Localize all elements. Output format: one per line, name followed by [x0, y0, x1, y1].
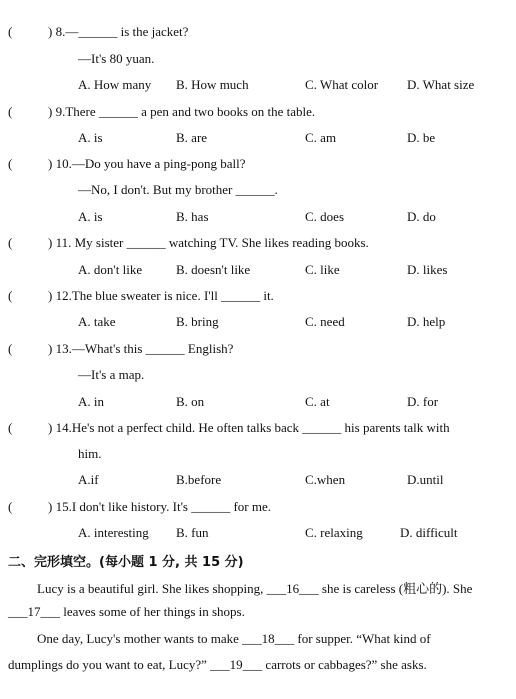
section-heading: 二、完形填空。(每小题 1 分, 共 15 分)	[8, 555, 244, 570]
option-c: C. need	[305, 314, 345, 329]
option-d: D. difficult	[400, 525, 458, 540]
option-b: B. How much	[176, 77, 249, 92]
option-c: C. am	[305, 130, 337, 145]
question-continuation: —It's 80 yuan.	[78, 51, 155, 66]
answer-paren: (	[8, 235, 13, 250]
question-stem: ) 13.—What's this ______ English?	[48, 341, 234, 356]
option-c: C. What color	[305, 77, 379, 92]
option-a: A. is	[78, 130, 103, 145]
option-c: C. does	[305, 209, 344, 224]
answer-paren: (	[8, 156, 13, 171]
option-a: A.if	[78, 472, 99, 487]
question-continuation: —It's a map.	[78, 367, 145, 382]
passage-line-3: One day, Lucy's mother wants to make ___18___ for supper. “What kind of	[37, 631, 431, 646]
answer-paren: (	[8, 341, 13, 356]
answer-paren: (	[8, 24, 13, 39]
option-b: B. has	[176, 209, 209, 224]
passage-line-4: dumplings do you want to eat, Lucy?” ___19___ carrots or cabbages?” she asks.	[8, 657, 427, 672]
option-d: D. likes	[407, 262, 448, 277]
question-stem: ) 9.There ______ a pen and two books on the table.	[48, 104, 316, 119]
option-a: A. don't like	[78, 262, 143, 277]
option-a: A. is	[78, 209, 103, 224]
option-d: D. for	[407, 394, 439, 409]
question-stem: ) 12.The blue sweater is nice. I'll ______ it.	[48, 288, 274, 303]
question-stem: ) 11. My sister ______ watching TV. She likes reading books.	[48, 235, 369, 250]
answer-paren: (	[8, 499, 13, 514]
option-b: B. fun	[176, 525, 209, 540]
question-stem: ) 10.—Do you have a ping-pong ball?	[48, 156, 246, 171]
question-stem: ) 15.I don't like history. It's ______ for me.	[48, 499, 272, 514]
option-b: B.before	[176, 472, 222, 487]
option-b: B. on	[176, 394, 205, 409]
option-d: D. be	[407, 130, 436, 145]
option-a: A. How many	[78, 77, 152, 92]
option-c: C. relaxing	[305, 525, 363, 540]
option-b: B. doesn't like	[176, 262, 251, 277]
option-b: B. are	[176, 130, 208, 145]
passage-line-2: ___17___ leaves some of her things in shops.	[8, 604, 245, 619]
option-d: D. What size	[407, 77, 475, 92]
question-continuation: —No, I don't. But my brother ______.	[78, 182, 278, 197]
answer-paren: (	[8, 420, 13, 435]
option-a: A. in	[78, 394, 104, 409]
option-c: C. like	[305, 262, 340, 277]
option-d: D. help	[407, 314, 446, 329]
option-a: A. take	[78, 314, 116, 329]
answer-paren: (	[8, 104, 13, 119]
answer-paren: (	[8, 288, 13, 303]
option-c: C. at	[305, 394, 330, 409]
passage-line-1: Lucy is a beautiful girl. She likes shopping, ___16___ she is careless (粗心的). She	[37, 581, 473, 596]
option-d: D.until	[407, 472, 444, 487]
question-continuation: him.	[78, 446, 102, 461]
option-c: C.when	[305, 472, 346, 487]
question-stem: ) 14.He's not a perfect child. He often talks back ______ his parents talk with	[48, 420, 450, 435]
option-b: B. bring	[176, 314, 219, 329]
option-a: A. interesting	[78, 525, 149, 540]
question-stem: ) 8.—______ is the jacket?	[48, 24, 189, 39]
option-d: D. do	[407, 209, 436, 224]
